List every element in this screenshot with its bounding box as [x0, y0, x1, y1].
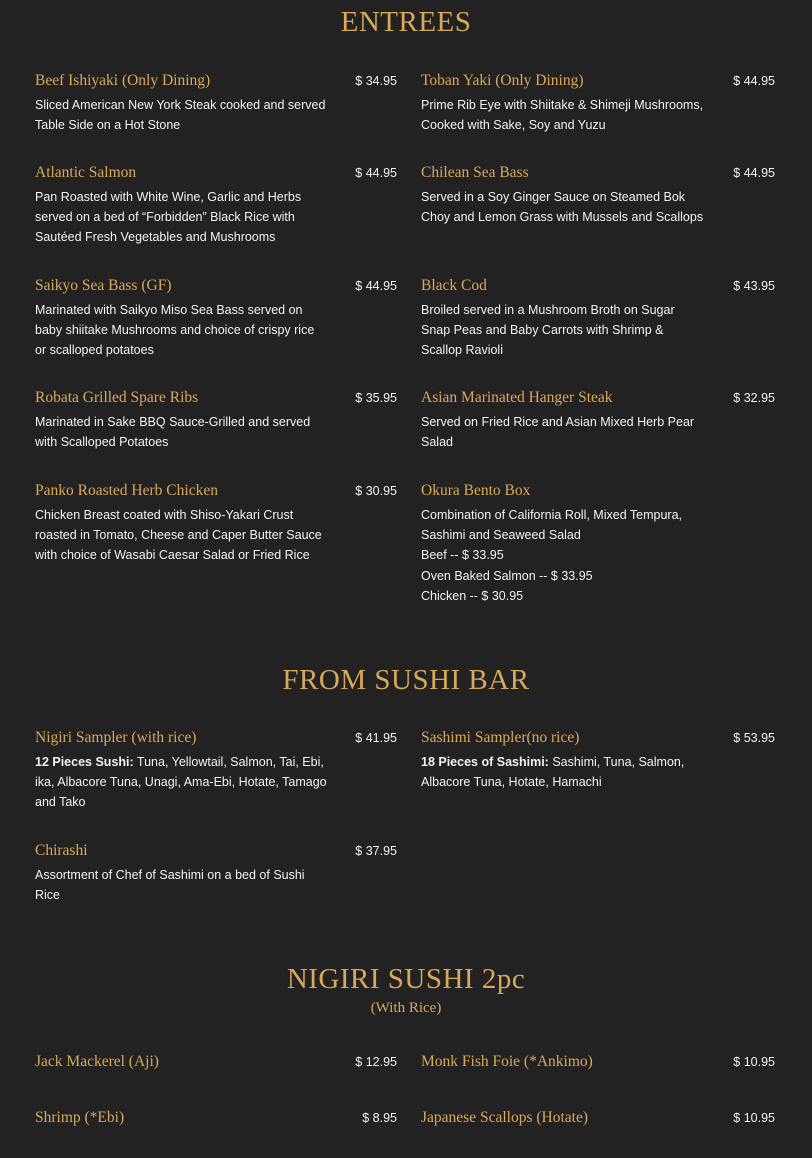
menu-item — [35, 1108, 397, 1128]
menu-item — [35, 1052, 397, 1072]
item-description: Pan Roasted with White Wine, Garlic and Herbs served on a bed of “Forbidden” Black Rice with Sautéed Fresh Vegetables and Mushrooms — [35, 190, 302, 245]
item-price: $ 10.95 — [733, 1055, 775, 1069]
item-price: $ 44.95 — [355, 279, 397, 293]
nigiri-subtitle: (With Rice) — [370, 1000, 442, 1016]
item-description: Chicken Breast coated with Shiso-Yakari Crust roasted in Tomato, Cheese and Caper Butter Sauce with choice of Wasabi Caesar Salad or Fried Rice — [35, 508, 322, 563]
item-name: Saikyo Sea Bass (GF) — [35, 277, 172, 294]
item-price: $ 32.95 — [733, 391, 775, 405]
nigiri-title: NIGIRI SUSHI 2pc — [286, 963, 526, 995]
item-description: Assortment of Chef of Sashimi on a bed of Sushi Rice — [35, 868, 305, 903]
menu-item — [421, 1108, 775, 1128]
item-name: Atlantic Salmon — [35, 164, 137, 181]
item-description — [35, 752, 327, 813]
item-description-lead: 18 Pieces of Sashimi: — [421, 755, 549, 769]
menu-item — [35, 728, 397, 813]
menu-item — [35, 163, 397, 248]
item-description-lead: 12 Pieces Sushi: — [35, 755, 134, 769]
item-name: Robata Grilled Spare Ribs — [35, 389, 199, 406]
item-description-text: Tuna, Yellowtail, Salmon, Tai, Ebi, ika, Albacore Tuna, Unagi, Ama-Ebi, Hotate, Tamago and Tako — [35, 755, 327, 810]
menu-item — [35, 388, 397, 452]
menu-item — [421, 481, 775, 606]
item-description: Marinated in Sake BBQ Sauce-Grilled and served with Scalloped Potatoes — [35, 415, 311, 450]
item-name: Shrimp (*Ebi) — [35, 1109, 125, 1126]
item-description: Marinated with Saikyo Miso Sea Bass served on baby shiitake Mushrooms and choice of crispy rice or scalloped potatoes — [35, 303, 315, 358]
item-price: $ 12.95 — [355, 1055, 397, 1069]
item-price: $ 34.95 — [355, 74, 397, 88]
menu-item — [35, 71, 397, 135]
item-price: $ 43.95 — [733, 279, 775, 293]
entrees-title: ENTREES — [340, 6, 472, 38]
menu-item — [35, 481, 397, 566]
menu-item — [421, 1052, 775, 1072]
bento-option: Oven Baked Salmon -- $ 33.95 — [421, 568, 593, 583]
menu-item — [421, 163, 775, 227]
menu-item — [421, 276, 775, 361]
item-name: Chirashi — [35, 842, 88, 859]
item-price: $ 10.95 — [733, 1111, 775, 1125]
item-price: $ 8.95 — [362, 1111, 397, 1125]
sushi-bar-title: FROM SUSHI BAR — [282, 664, 530, 696]
menu-item — [421, 71, 775, 135]
item-name: Jack Mackerel (Aji) — [35, 1053, 159, 1070]
item-description: Sliced American New York Steak cooked and served Table Side on a Hot Stone — [35, 98, 326, 133]
bento-description: Combination of California Roll, Mixed Tempura, Sashimi and Seaweed Salad — [421, 508, 682, 543]
item-price: $ 44.95 — [733, 166, 775, 180]
item-price: $ 35.95 — [355, 391, 397, 405]
menu-item — [35, 276, 397, 361]
item-name: Japanese Scallops (Hotate) — [421, 1109, 588, 1126]
item-name: Okura Bento Box — [421, 482, 531, 499]
item-name: Monk Fish Foie (*Ankimo) — [421, 1053, 593, 1070]
item-price: $ 30.95 — [355, 484, 397, 498]
item-name: Chilean Sea Bass — [421, 164, 529, 181]
item-name: Asian Marinated Hanger Steak — [421, 389, 613, 406]
item-name: Toban Yaki (Only Dining) — [421, 72, 584, 89]
item-price: $ 44.95 — [733, 74, 775, 88]
item-name: Nigiri Sampler (with rice) — [35, 729, 197, 746]
item-description: Served on Fried Rice and Asian Mixed Herb Pear Salad — [421, 415, 695, 450]
item-name: Panko Roasted Herb Chicken — [35, 482, 218, 499]
item-price: $ 44.95 — [355, 166, 397, 180]
item-price: $ 37.95 — [355, 844, 397, 858]
bento-option: Beef -- $ 33.95 — [421, 548, 504, 563]
item-description-text: Sashimi, Tuna, Salmon, Albacore Tuna, Hotate, Hamachi — [421, 755, 685, 790]
item-description: Prime Rib Eye with Shiitake & Shimeji Mushrooms, Cooked with Sake, Soy and Yuzu — [421, 98, 704, 133]
item-price: $ 53.95 — [733, 731, 775, 745]
item-price: $ 41.95 — [355, 731, 397, 745]
bento-option: Chicken -- $ 30.95 — [421, 588, 524, 603]
item-description: Broiled served in a Mushroom Broth on Sugar Snap Peas and Baby Carrots with Shrimp & Scallop Ravioli — [421, 303, 675, 358]
item-description — [421, 752, 711, 792]
item-name: Black Cod — [421, 277, 487, 294]
item-name: Sashimi Sampler(no rice) — [421, 729, 580, 746]
menu-item — [35, 841, 397, 905]
menu-item — [421, 388, 775, 452]
item-description: Served in a Soy Ginger Sauce on Steamed Bok Choy and Lemon Grass with Mussels and Scallops — [421, 190, 704, 225]
menu-item — [421, 728, 775, 792]
item-description — [421, 505, 693, 606]
item-name: Beef Ishiyaki (Only Dining) — [35, 72, 211, 89]
